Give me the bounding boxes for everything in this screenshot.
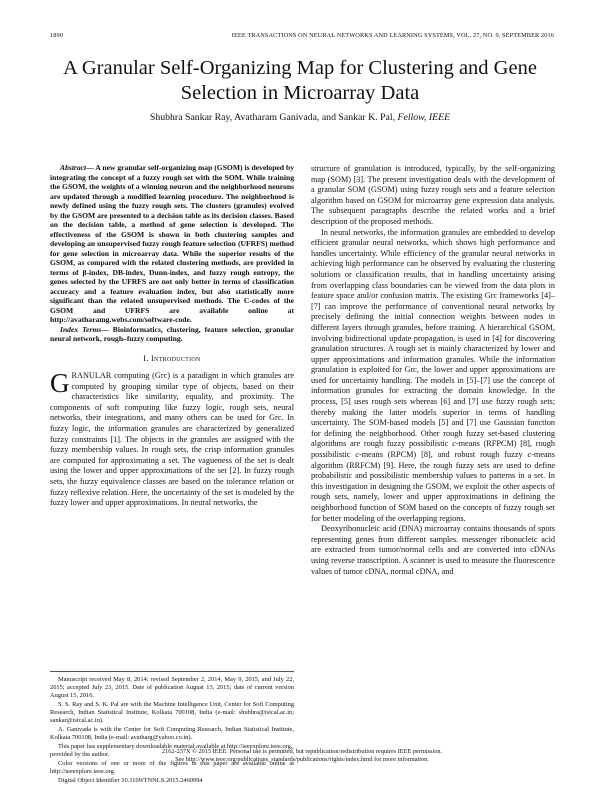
abstract-text: — A new granular self-organizing map (GSOM) is developed by integrating the concept of a fuzzy rough set with the SOM. While training the GSOM, the weights of a winning neuron and the neighborhood neurons are updated through a modified learning procedure. The neighborhood is newly defined using the fuzzy rough sets. The clusters (granules) evolved by the GSOM are presented to a decision table as its decision classes. Based on the decision table, a method of gene selection is developed. The effectiveness of the GSOM is shown in both clustering samples and developing an unsupervised fuzzy rough feature selection (UFRFS) method for gene selection in microarray data. While the superior results of the GSOM, as compared with the related clustering methods, are provided in terms of β-index, DB-index, Dunn-index, and fuzzy rough entropy, the genes selected by the UFRFS are not only better in terms of classification accuracy and a feature evaluation index, but also statistically more significant than the related unsupervised methods. The C-codes of the GSOM and UFRFS are available online at http://avatharamg.webs.com/software-code. <box>50 163 294 324</box>
rights-link-line: See http://www.ieee.org/publications_standards/publications/rights/index.html for more information. <box>175 756 429 764</box>
abstract <box>50 163 294 325</box>
italic-c: c <box>527 450 532 460</box>
footnote: S. S. Ray and S. K. Pal are with the Machine Intelligence Unit, Center for Soft Computing Research, Indian Statistical Institute, Kolkata 700108, India (e-mail: shubhra@isical.ac.in; sankar@isical.ac.in). <box>50 701 294 724</box>
drop-cap: G <box>50 368 70 399</box>
right-column <box>311 164 555 577</box>
copyright-line: 2162-237X © 2015 IEEE. Personal use is permitted, but republication/redistribution requires IEEE permission. <box>161 748 443 755</box>
paper-title: A Granular Self-Organizing Map for Clustering and Gene Selection in Microarray Data <box>63 57 537 104</box>
index-terms <box>50 325 294 344</box>
italic-c: c <box>355 450 360 460</box>
page-number: 1890 <box>50 32 63 39</box>
body-paragraph <box>311 228 555 525</box>
footnote: A. Ganivada is with the Center for Soft Computing Research, Indian Statistical Institute, Kolkata 700108, India (e-mail: avatharg@yahoo.co.in). <box>50 726 294 741</box>
italic-c: c <box>452 439 456 449</box>
abstract-label: Abstract <box>60 163 87 172</box>
footnote: Color versions of one or more of the figures in this paper are available online at http://ieeexplore.ieee.org. <box>50 760 294 775</box>
body-text: -means (RPCM) [8], and robust rough fuzzy <box>359 450 528 460</box>
footnotes <box>50 671 294 786</box>
author-line <box>40 112 560 123</box>
index-terms-text: — Bioinformatics, clustering, feature selection, granular neural network, rough–fuzzy computing. <box>50 324 294 343</box>
footnote: This paper has supplementary downloadable material available at http://ieeexplore.ieee.org., provided by the author. <box>50 743 294 758</box>
intro-paragraph <box>50 368 294 509</box>
index-terms-label: Index Terms <box>60 324 102 334</box>
footnote: Digital Object Identifier 10.1109/TNNLS.2015.2460994 <box>58 777 203 784</box>
left-column <box>50 163 294 509</box>
section-title: Introduction <box>151 353 201 363</box>
author-names: Shubhra Sankar Ray, Avatharam Ganivada, and Sankar K. Pal, <box>149 112 396 123</box>
section-heading <box>50 354 294 365</box>
body-paragraph: structure of granulation is introduced, typically, by the self-organizing map (SOM) [3]. The present investigation deals with the development of a granular SOM (GSOM) using fuzzy rough sets and a feature selection algorithm based on GSOM for microarray gene expression data analysis. The subsequent paragraphs describe the related works and a brief description of the proposed methods. <box>311 164 555 226</box>
running-header <box>50 32 554 42</box>
body-paragraph: Deoxyribonucleic acid (DNA) microarray contains thousands of spots representing genes from different samples. messenger ribonucleic acid are extracted from tumor/normal cells and are converted into cDNAs using reverse transcription. A scanner is used to measure the fluorescence values of tumor cDNA, normal cDNA, and <box>311 524 555 576</box>
body-text: -means algorithm (RRFCM) [9]. Here, the rough fuzzy sets are used to define probabilistic and possibilistic membership values to patterns in a set. In this investigation in designing the GSOM, we exploit the other aspects of rough sets, namely, lower and upper approximations in defining the neighborhood function of SOM based on the concepts of fuzzy rough set for better modeling of the overlapping regions. <box>311 450 555 523</box>
journal-header: IEEE TRANSACTIONS ON NEURAL NETWORKS AND LEARNING SYSTEMS, VOL. 27, NO. 9, SEPTEMBER 2016 <box>231 32 554 39</box>
body-text: In neural networks, the information granules are embedded to develop efficient granular neural networks, which shows high performance and handles uncertainty. While efficiency of the granular neural networks in achieving high performance can be observed by evaluating the clustering solutions or classification results, that in handling uncertainty arising from overlapping class boundaries can be viewed from the data plots in feature space and/or confusion matrix. The existing Grc frameworks [4]–[7] can improve the performance of conventional neural networks by precisely defining the initial connection weights between nodes in different layers through granules, before training. A hierarchical GSOM, involving bidirectional update propagation, is used in [4] for discovering granulation structures. A rough set is mainly characterized by lower and upper approximations and information granules. While the information granulation is exploited for Grc, the lower and upper approximations are used for uncertainty handling. The models in [5]–[7] use the concept of information granules for extracting the domain knowledge. In the process, [5] uses rough sets whereas [6] and [7] use fuzzy rough sets; thereby making the latter models superior in terms of handling uncertainty. The SOM-based models [5] and [7] use Gaussian function for defining the neighborhood. Other rough fuzzy set-based clustering algorithms are rough fuzzy possibilistic <box>311 227 555 449</box>
body-text: -means (RFPCM) [8], rough possibilistic <box>311 439 555 460</box>
intro-lead: RANULAR <box>71 371 112 381</box>
copyright-notice <box>50 748 554 765</box>
footnote: Manuscript received May 8, 2014; revised September 2, 2014, May 9, 2015, and July 22, 2015; accepted July 23, 2015. Date of publication August 13, 2015; date of current version August 15, 2016. <box>50 676 294 699</box>
author-fellow: Fellow, IEEE <box>397 112 451 123</box>
intro-text: computing (Grc) is a paradigm in which granules are computed by grouping similar type of objects, based on their characteristics like similarity, equality, and proximity. The components of soft computing like fuzzy logic, rough sets, neural networks, their integrations, and many others can be used for Grc. In fuzzy logic, the information granules are characterized by generalized fuzzy constraints [1]. The objects in the granules are assigned with the fuzzy membership values. In rough sets, the crisp information granules are computed for approximating a set. The vagueness of the set is dealt using the lower and upper approximations of the set [2]. In fuzzy rough sets, the fuzzy equivalence classes are based on the tolerance relation or fuzzy reflexive relation. Here, the uncertainty of the set is modeled by the fuzzy lower and upper approximations. In neural networks, the <box>50 371 294 508</box>
section-number: I. <box>143 353 149 363</box>
